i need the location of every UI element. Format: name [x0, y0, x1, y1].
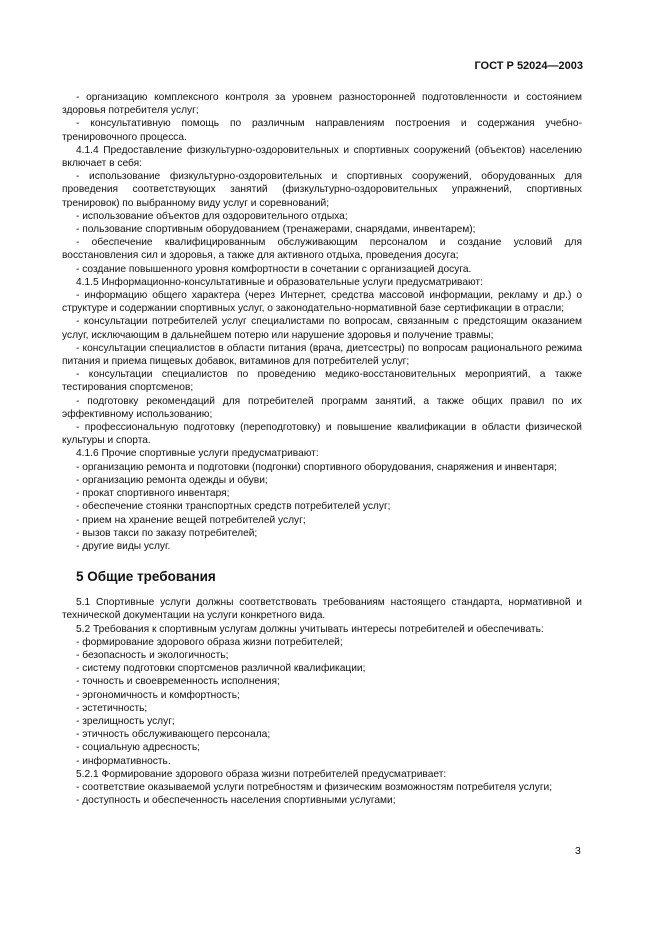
- page-header: ГОСТ Р 52024—2003: [474, 60, 583, 72]
- paragraph: 5.1 Спортивные услуги должны соответствовать требованиям настоящего стандарта, нормативной и технической документации на услуги конкретного вида.: [62, 597, 582, 622]
- paragraph: - социальную адресность;: [76, 742, 200, 754]
- paragraph: - организацию комплексного контроля за уровнем разносторонней подготовленности и состоянием здоровья потребителя услуг;: [62, 92, 582, 117]
- paragraph: 5.2 Требования к спортивным услугам должны учитывать интересы потребителей и обеспечивать:: [76, 623, 544, 635]
- paragraph: - пользование спортивным оборудованием (тренажерами, снарядами, инвентарем);: [76, 224, 476, 236]
- paragraph: - консультации специалистов по проведению медико-восстановительных мероприятий, а также тестирования спортсменов;: [62, 369, 582, 394]
- paragraph: - систему подготовки спортсменов различной квалификации;: [76, 663, 366, 675]
- paragraph: 5.2.1 Формирование здорового образа жизни потребителей предусматривает:: [76, 768, 447, 780]
- paragraph: - соответствие оказываемой услуги потребностям и физическим возможностям потребителя услуги;: [76, 781, 553, 793]
- paragraph: - консультации потребителей услуг специалистами по вопросам, связанным с предстоящим оказанием услуг, исключающим в дальнейшем потерю или нарушение здоровья и получение травмы;: [62, 316, 582, 341]
- paragraph: - профессиональную подготовку (переподготовку) и повышение квалификации в области физической культуры и спорта.: [62, 422, 582, 447]
- paragraph: - прокат спортивного инвентаря;: [76, 488, 230, 500]
- paragraph: - использование физкультурно-оздоровительных и спортивных сооружений, оборудованных для проведения соответствующих занятий (физкультурно-оздоровительных упражнений, спортивных тренировок) по выбранному виду услуг и соревнований;: [62, 171, 582, 209]
- paragraph: 4.1.5 Информационно-консультативные и образовательные услуги предусматривают:: [76, 276, 483, 288]
- paragraph: - обеспечение стоянки транспортных средств потребителей услуг;: [76, 501, 391, 513]
- paragraph: - информацию общего характера (через Интернет, средства массовой информации, рекламу и др.) о структуре и содержании спортивных услуг, о законодательно-нормативной базе сертификации в отрасли;: [62, 290, 582, 315]
- section-4-continuation: [62, 91, 582, 553]
- document-body: [62, 91, 582, 807]
- paragraph: - эргономичность и комфортность;: [76, 689, 240, 701]
- paragraph: - доступность и обеспеченность населения спортивными услугами;: [76, 795, 396, 807]
- paragraph: - этичность обслуживающего персонала;: [76, 729, 271, 741]
- paragraph: - консультации специалистов в области питания (врача, диетсестры) по вопросам рационального режима питания и приема пищевых добавок, витаминов для потребителей услуг;: [62, 342, 582, 368]
- section-heading: 5 Общие требования: [76, 569, 216, 585]
- paragraph: - информативность.: [76, 755, 171, 767]
- paragraph: - прием на хранение вещей потребителей услуг;: [76, 514, 306, 526]
- paragraph: - эстетичность;: [76, 702, 148, 714]
- paragraph: - точность и своевременность исполнения;: [76, 676, 280, 688]
- paragraph: - зрелищность услуг;: [76, 715, 175, 727]
- paragraph: - обеспечение квалифицированным обслуживающим персоналом и создание условий для восстановления сил и здоровья, а также для активного отдыха, проведения досуга;: [62, 237, 582, 262]
- paragraph: - безопасность и экологичность;: [76, 649, 229, 661]
- paragraph: 4.1.4 Предоставление физкультурно-оздоровительных и спортивных сооружений (объектов) населению включает в себя:: [62, 144, 582, 170]
- paragraph: - консультативную помощь по различным направлениям построения и содержания учебно-тренировочного процесса.: [62, 118, 582, 143]
- paragraph: - организацию ремонта и подготовки (подгонки) спортивного оборудования, снаряжения и инвентаря;: [76, 461, 557, 473]
- section-5-body: [62, 596, 582, 807]
- paragraph: - вызов такси по заказу потребителей;: [76, 527, 258, 539]
- paragraph: - другие виды услуг.: [76, 540, 171, 552]
- paragraph: - организацию ремонта одежды и обуви;: [76, 474, 268, 486]
- page-number: 3: [575, 845, 581, 857]
- paragraph: 4.1.6 Прочие спортивные услуги предусматривают:: [76, 448, 319, 460]
- paragraph: - использование объектов для оздоровительного отдыха;: [76, 210, 348, 222]
- paragraph: - подготовку рекомендаций для потребителей программ занятий, а также общих правил по их эффективному использованию;: [62, 395, 582, 420]
- paragraph: - создание повышенного уровня комфортности в сочетании с организацией досуга.: [76, 263, 472, 275]
- paragraph: - формирование здорового образа жизни потребителей;: [76, 636, 343, 648]
